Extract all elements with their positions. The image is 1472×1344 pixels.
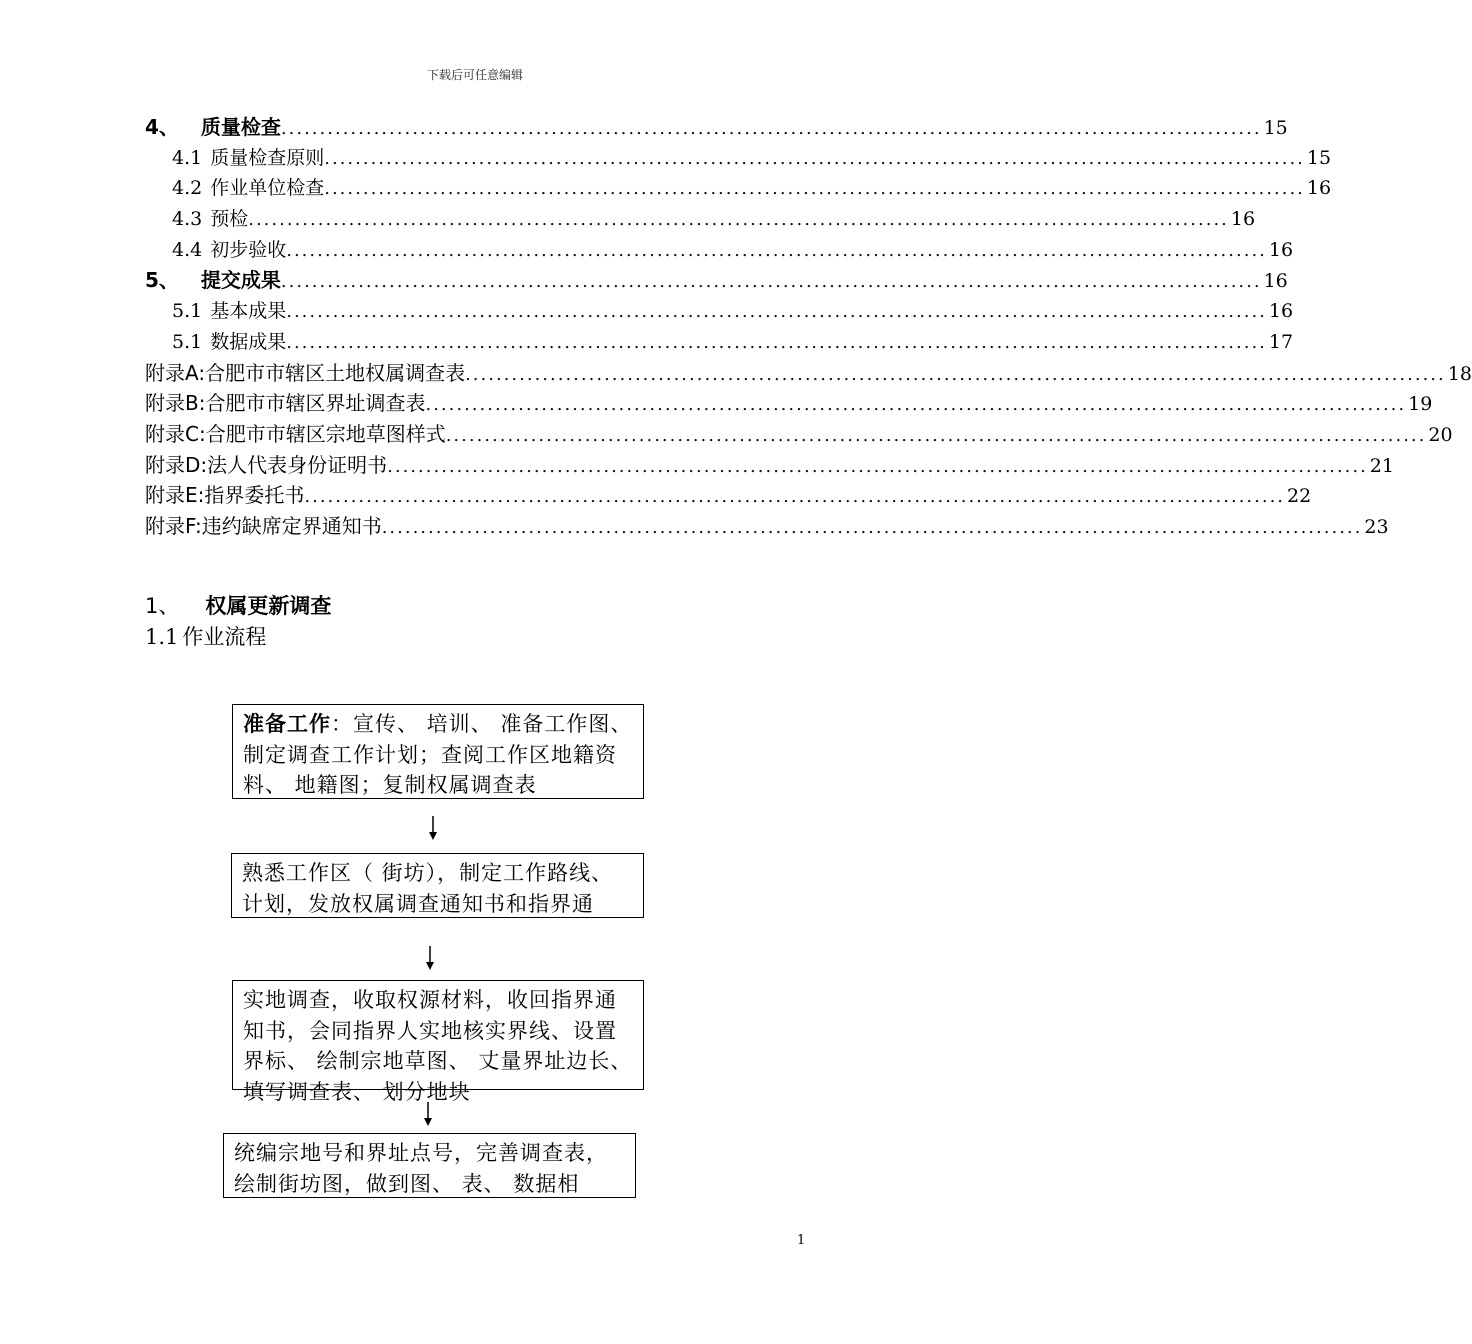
toc-dot-leader: [425, 390, 1406, 421]
toc-entry-title: 质量检查原则: [210, 146, 325, 169]
toc-entry-number: 5、: [145, 268, 179, 293]
flow-box-text: 统编宗地号和界址点号，完善调查表，绘制街坊图，做到图、 表、 数据相: [234, 1141, 608, 1196]
toc-entry: [145, 265, 1288, 296]
toc-dot-leader: [324, 144, 1305, 175]
toc-entry-number: 5.1: [172, 300, 203, 323]
toc-entry-title: 合肥市市辖区宗地草图样式: [205, 421, 446, 446]
toc-entry-page: 16: [1268, 300, 1294, 323]
toc-entry: [145, 511, 1389, 542]
subsection-heading: [145, 621, 266, 651]
section-title: 权属更新调查: [205, 594, 332, 618]
toc-entry-page: 20: [1428, 423, 1453, 446]
toc-entry-number: 附录F:: [145, 513, 202, 538]
toc-entry-page: 18: [1447, 362, 1472, 385]
toc-entry-title: 合肥市市辖区土地权属调查表: [205, 360, 466, 385]
toc-entry-title: 作业单位检查: [210, 177, 325, 200]
flow-box-prepare: [232, 704, 644, 799]
toc-entry-title: 基本成果: [210, 300, 287, 323]
toc-entry-number: 4.2: [172, 177, 203, 200]
toc-entry-page: 17: [1268, 330, 1294, 353]
toc-entry: [145, 143, 1332, 174]
toc-entry: [145, 112, 1288, 143]
toc-dot-leader: [286, 236, 1267, 267]
toc-entry-number: 附录D:: [145, 452, 208, 477]
toc-entry: [145, 388, 1433, 419]
toc-entry: [145, 358, 1472, 389]
toc-entry-number: 附录E:: [145, 483, 205, 508]
toc-entry-number: 4.1: [172, 146, 203, 169]
table-of-contents: [145, 112, 1472, 542]
flow-box-text: 熟悉工作区（ 街坊），制定工作路线、 计划，发放权属调查通知书和指界通: [242, 861, 614, 916]
flow-arrow-down: [420, 945, 440, 971]
toc-dot-leader: [465, 360, 1446, 391]
toc-entry-page: 16: [1263, 270, 1288, 293]
toc-entry: [145, 235, 1294, 266]
toc-entry-title: 质量检查: [200, 115, 281, 139]
toc-entry-title: 法人代表身份证明书: [207, 452, 388, 477]
toc-entry-page: 16: [1268, 238, 1294, 261]
toc-dot-leader: [281, 267, 1262, 298]
toc-entry: [145, 296, 1294, 327]
flow-box-text: 实地调查，收取权源材料，收回指界通知书，会同指界人实地核实界线、设置界标、 绘制宗地草图、 丈量界址边长、 填写调查表、 划分地块: [243, 988, 633, 1104]
toc-entry-page: 15: [1306, 146, 1332, 169]
toc-entry: [145, 173, 1332, 204]
page-header: 下载后可任意编辑: [426, 68, 523, 82]
toc-dot-leader: [248, 205, 1229, 236]
toc-entry-number: 5.1: [172, 330, 203, 353]
toc-entry: [145, 450, 1394, 481]
flow-box-text: ：宣传、 培训、 准备工作图、 制定调查工作计划；查阅工作区地籍资料、 地籍图；复制权属调查表: [243, 712, 633, 797]
toc-entry-page: 16: [1306, 177, 1332, 200]
toc-entry-title: 初步验收: [210, 238, 287, 261]
toc-dot-leader: [304, 482, 1285, 513]
toc-entry-page: 16: [1230, 208, 1256, 231]
flow-arrow-down: [423, 815, 443, 841]
toc-entry-page: 23: [1364, 515, 1389, 538]
toc-entry-number: 附录C:: [145, 421, 206, 446]
page-number: 1: [797, 1233, 806, 1248]
subsection-number: 1.1: [145, 625, 179, 649]
flow-box-field-survey: [232, 980, 644, 1104]
toc-dot-leader: [324, 174, 1305, 205]
section-number: 1、: [145, 594, 180, 618]
toc-entry-title: 预检: [210, 208, 249, 231]
toc-dot-leader: [281, 114, 1262, 145]
toc-entry-number: 附录B:: [145, 391, 206, 416]
toc-entry: [145, 419, 1453, 450]
toc-entry-number: 4.4: [172, 238, 203, 261]
toc-entry: [145, 480, 1312, 511]
toc-entry-page: 22: [1287, 485, 1312, 508]
toc-entry-number: 4.3: [172, 208, 203, 231]
toc-entry-title: 指界委托书: [204, 483, 305, 508]
flow-box-familiarize: [231, 853, 644, 918]
toc-entry-page: 15: [1263, 117, 1288, 139]
toc-dot-leader: [286, 297, 1267, 328]
toc-entry-title: 合肥市市辖区界址调查表: [205, 391, 426, 416]
toc-dot-leader: [286, 328, 1267, 359]
toc-dot-leader: [382, 513, 1363, 544]
toc-entry-page: 21: [1369, 454, 1394, 477]
toc-dot-leader: [387, 452, 1368, 483]
toc-entry-number: 4、: [145, 115, 179, 139]
subsection-title: 作业流程: [182, 625, 267, 649]
toc-entry-page: 19: [1408, 393, 1433, 416]
toc-entry: [145, 204, 1256, 235]
toc-entry-title: 数据成果: [210, 330, 287, 353]
toc-entry-title: 提交成果: [200, 268, 281, 293]
toc-entry-number: 附录A:: [145, 360, 206, 385]
toc-dot-leader: [446, 421, 1427, 452]
section-heading: [145, 590, 331, 620]
toc-entry-title: 违约缺席定界通知书: [201, 513, 382, 538]
flow-box-numbering: [223, 1133, 636, 1198]
flow-arrow-down: [418, 1101, 438, 1127]
flow-box-lead: 准备工作: [243, 712, 331, 736]
toc-entry: [145, 327, 1294, 358]
